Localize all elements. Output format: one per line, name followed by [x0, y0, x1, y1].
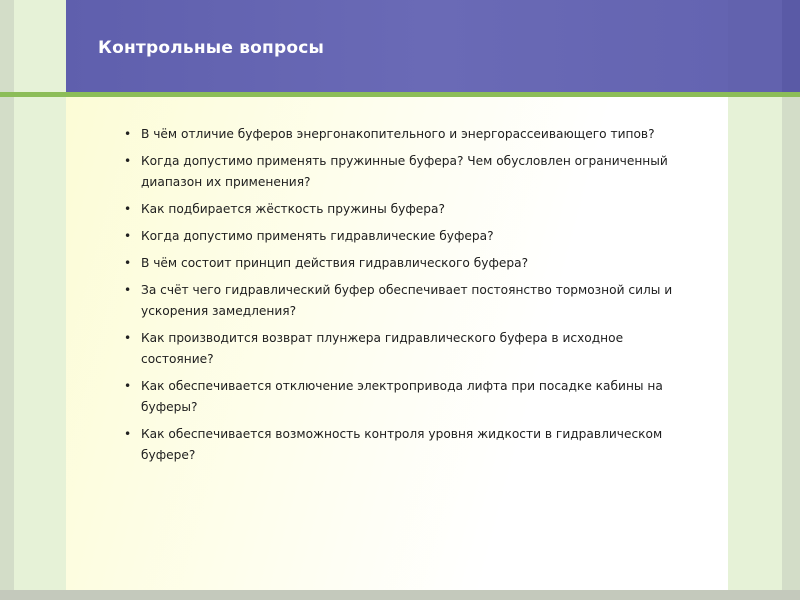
- question-text: За счёт чего гидравлический буфер обеспечивает постоянство тормозной силы и ускорения замедления?: [141, 283, 673, 318]
- bullet-icon: •: [124, 283, 132, 297]
- question-item: [122, 151, 692, 193]
- question-item: [122, 328, 692, 370]
- bullet-icon: •: [124, 127, 132, 141]
- bullet-icon: •: [124, 256, 132, 270]
- question-item: [122, 124, 692, 145]
- question-item: [122, 253, 692, 274]
- bullet-icon: •: [124, 379, 132, 393]
- bullet-icon: •: [124, 154, 132, 168]
- bullet-icon: •: [124, 202, 132, 216]
- question-text: В чём состоит принцип действия гидравлического буфера?: [141, 256, 529, 270]
- header-divider-line: [0, 92, 800, 97]
- question-item: [122, 376, 692, 418]
- question-text: Когда допустимо применять пружинные буфера? Чем обусловлен ограниченный диапазон их применения?: [141, 154, 668, 189]
- bottom-strip: [0, 590, 800, 600]
- question-item: [122, 424, 692, 466]
- bullet-icon: •: [124, 229, 132, 243]
- left-inner-band: [14, 0, 66, 600]
- header-right-extension: [728, 0, 782, 92]
- bullet-icon: •: [124, 427, 132, 441]
- question-text: В чём отличие буферов энергонакопительного и энергорассеивающего типов?: [141, 127, 655, 141]
- header-right-edge: [782, 0, 800, 92]
- question-list: [122, 124, 692, 472]
- question-text: Когда допустимо применять гидравлические буфера?: [141, 229, 494, 243]
- question-item: [122, 199, 692, 220]
- left-outer-band: [0, 0, 14, 600]
- question-item: [122, 226, 692, 247]
- bullet-icon: •: [124, 331, 132, 345]
- question-item: [122, 280, 692, 322]
- question-text: Как обеспечивается отключение электропривода лифта при посадке кабины на буферы?: [141, 379, 663, 414]
- question-text: Как производится возврат плунжера гидравлического буфера в исходное состояние?: [141, 331, 624, 366]
- slide-title: Контрольные вопросы: [98, 38, 325, 58]
- question-text: Как обеспечивается возможность контроля уровня жидкости в гидравлическом буфере?: [141, 427, 663, 462]
- question-text: Как подбирается жёсткость пружины буфера?: [141, 202, 445, 216]
